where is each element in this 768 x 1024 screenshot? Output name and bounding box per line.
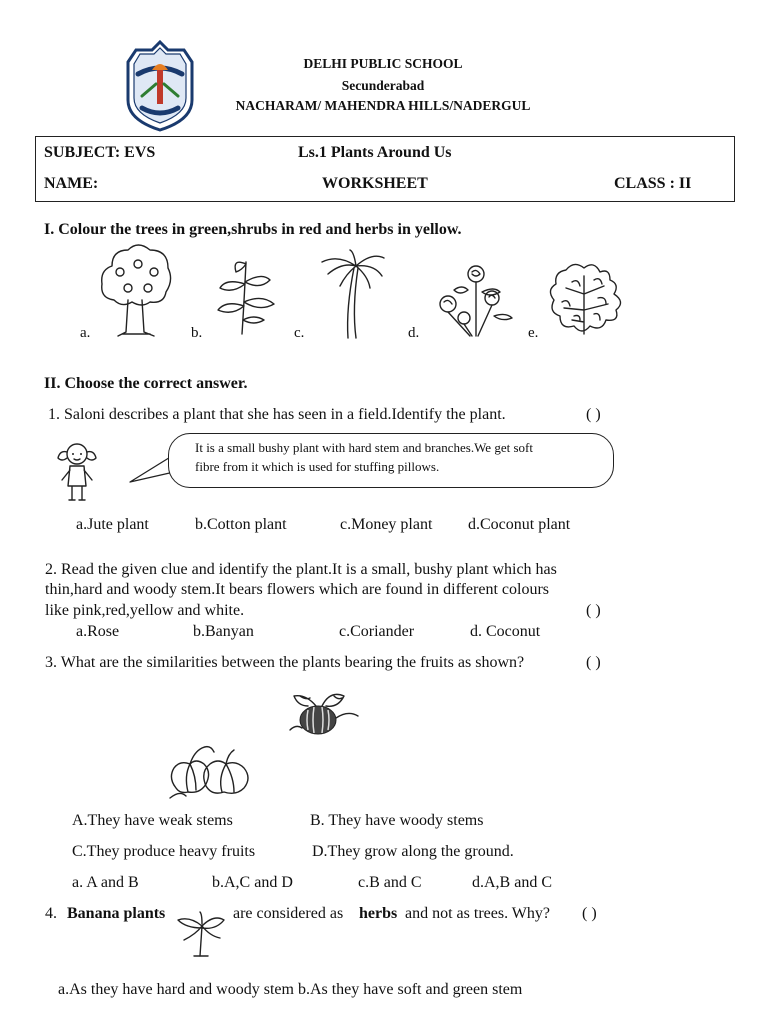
q3-statement-c: C.They produce heavy fruits — [72, 843, 256, 860]
q3-option-c[interactable]: c.B and C — [358, 874, 422, 891]
q2-option-d[interactable]: d. Coconut — [470, 623, 541, 640]
school-branches: NACHARAM/ MAHENDRA HILLS/NADERGUL — [235, 98, 531, 113]
q4-number: 4. — [45, 905, 57, 922]
q3-option-a[interactable]: a. A and B — [72, 874, 139, 891]
banana-plant-icon — [176, 910, 226, 958]
label-d: d. — [408, 325, 420, 341]
q3-option-b[interactable]: b.A,C and D — [212, 874, 293, 891]
subject-label: SUBJECT: EVS — [44, 144, 156, 161]
q3-option-d[interactable]: d.A,B and C — [472, 874, 552, 891]
q2-line-2: thin,hard and woody stem.It bears flowers which are found in different colours — [45, 581, 550, 598]
q3-statement-a: A.They have weak stems — [72, 812, 233, 829]
school-city: Secunderabad — [341, 78, 425, 93]
q4-end-text: and not as trees. Why? — [405, 905, 550, 922]
bubble-line-2: fibre from it which is used for stuffing pillows. — [195, 459, 440, 474]
q4-bold-herbs: herbs — [359, 905, 398, 922]
coconut-tree-icon — [318, 248, 388, 340]
bubble-line-1: It is a small bushy plant with hard stem and branches.We get soft — [195, 440, 533, 455]
q2-option-c[interactable]: c.Coriander — [339, 623, 415, 640]
worksheet-label: WORKSHEET — [322, 175, 428, 192]
q2-answer-blank[interactable]: ( ) — [586, 602, 601, 619]
label-a: a. — [80, 325, 91, 341]
q2-option-a[interactable]: a.Rose — [76, 623, 120, 640]
q1-answer-blank[interactable]: ( ) — [586, 406, 601, 423]
q2-line-1: 2. Read the given clue and identify the plant.It is a small, bushy plant which has — [45, 561, 557, 578]
section1-title: I. Colour the trees in green,shrubs in red and herbs in yellow. — [44, 221, 462, 238]
label-b: b. — [191, 325, 203, 341]
q3-answer-blank[interactable]: ( ) — [586, 654, 601, 671]
rose-plant-icon — [434, 262, 518, 338]
school-name: DELHI PUBLIC SCHOOL — [303, 56, 463, 71]
q1-option-d[interactable]: d.Coconut plant — [468, 516, 571, 533]
q3-statement-b: B. They have woody stems — [310, 812, 484, 829]
watermelon-icon — [286, 686, 362, 738]
q4-bold-banana: Banana plants — [67, 905, 166, 922]
label-c: c. — [294, 325, 305, 341]
tree-icon — [98, 242, 174, 338]
q1-text: 1. Saloni describes a plant that she has seen in a field.Identify the plant. — [48, 406, 506, 423]
label-e: e. — [528, 325, 539, 341]
girl-icon — [54, 440, 100, 504]
q1-option-a[interactable]: a.Jute plant — [76, 516, 149, 533]
lesson-title: Ls.1 Plants Around Us — [298, 144, 452, 161]
pumpkin-icon — [166, 742, 254, 800]
section2-title: II. Choose the correct answer. — [44, 375, 248, 392]
q4-mid-text: are considered as — [233, 905, 344, 922]
q1-option-b[interactable]: b.Cotton plant — [195, 516, 287, 533]
coriander-plant-icon — [544, 258, 632, 342]
class-label: CLASS : II — [614, 175, 692, 192]
q2-option-b[interactable]: b.Banyan — [193, 623, 254, 640]
shrub-icon — [212, 254, 278, 336]
q4-answer-blank[interactable]: ( ) — [582, 905, 597, 922]
q2-line-3: like pink,red,yellow and white. — [45, 602, 245, 619]
name-label: NAME: — [44, 175, 99, 192]
q3-text: 3. What are the similarities between the plants bearing the fruits as shown? — [45, 654, 525, 671]
q1-option-c[interactable]: c.Money plant — [340, 516, 433, 533]
q4-options[interactable]: a.As they have hard and woody stem b.As they have soft and green stem — [58, 981, 523, 998]
q3-statement-d: D.They grow along the ground. — [312, 843, 514, 860]
